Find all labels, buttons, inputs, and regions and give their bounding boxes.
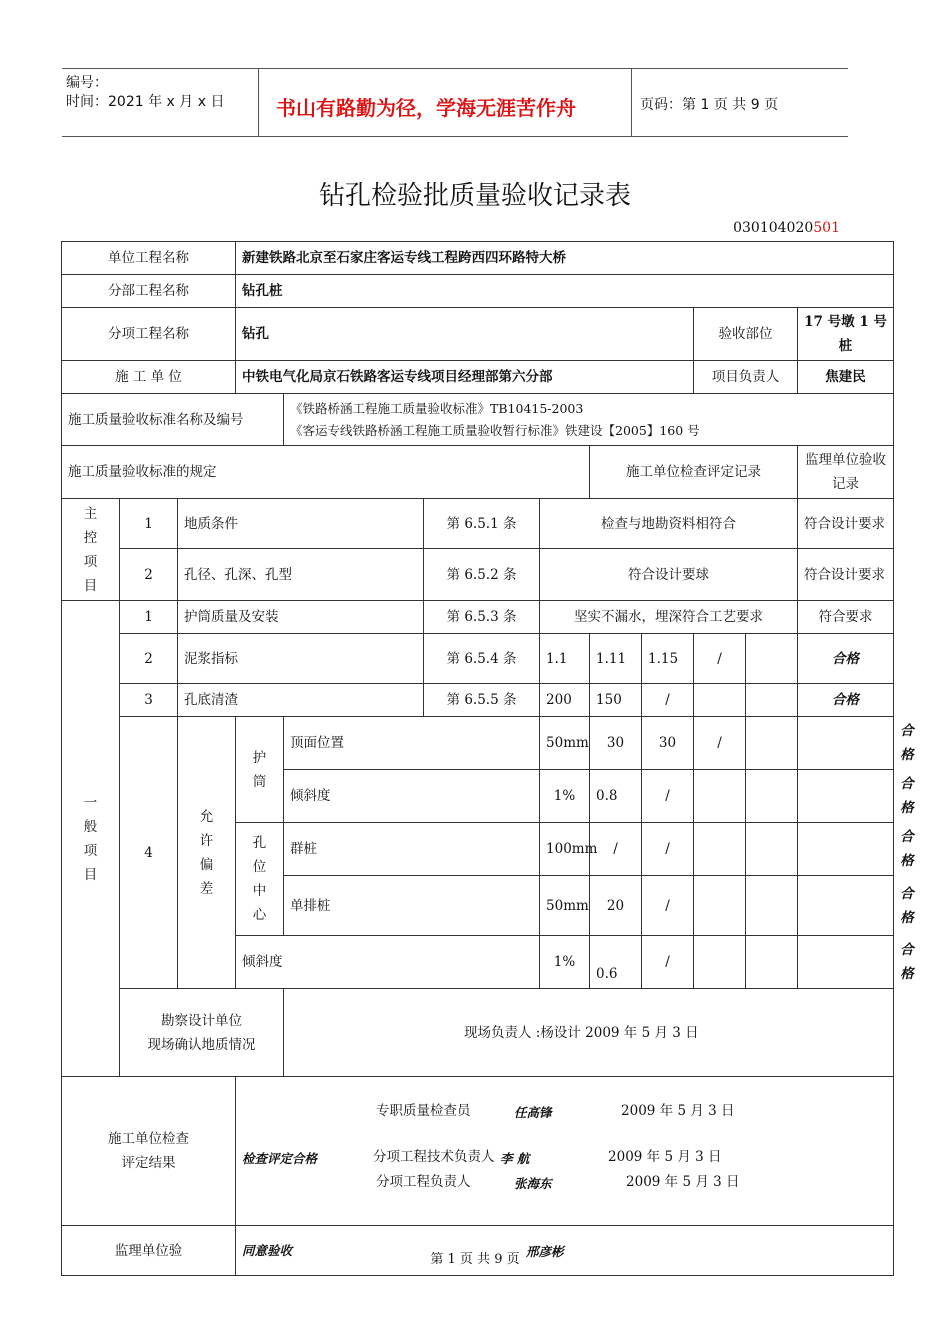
standard-line-1: 《铁路桥涵工程施工质量验收标准》TB10415-2003 — [290, 400, 584, 416]
project-manager-value: 焦建民 — [798, 361, 894, 394]
general-item-name: 泥浆指标 — [178, 634, 424, 684]
sub-project-value: 钻孔桩 — [236, 275, 894, 308]
slurry-value-3: 1.15 — [642, 634, 694, 684]
general-item-no: 2 — [120, 634, 178, 684]
tolerance-row-limit: 1% — [540, 770, 590, 823]
main-item-result: 符合设计要求 — [798, 549, 894, 601]
general-item-clause: 第 6.5.4 条 — [424, 634, 540, 684]
sediment-value-2: 150 — [590, 684, 642, 717]
tolerance-row-name: 顶面位置 — [284, 717, 540, 770]
general-item-no: 3 — [120, 684, 178, 717]
header-motto: 书山有路勤为径，学海无涯苦作舟 — [276, 96, 576, 120]
tolerance-row-v2: / — [642, 876, 694, 936]
sediment-value-1: 200 — [540, 684, 590, 717]
slurry-value-2: 1.11 — [590, 634, 642, 684]
accept-part-value: 17 号墩 1 号桩 — [798, 308, 894, 361]
main-item-clause: 第 6.5.1 条 — [424, 499, 540, 549]
main-item-check: 符合设计要球 — [540, 549, 798, 601]
tolerance-row-v1: 0.6 — [590, 936, 642, 989]
survey-content: 现场负责人 :杨设计 2009 年 5 月 3 日 — [284, 989, 894, 1077]
header-divider-1 — [258, 68, 259, 136]
unit-project-label: 单位工程名称 — [62, 242, 236, 275]
slurry-value-4: / — [694, 634, 746, 684]
general-item-clause: 第 6.5.3 条 — [424, 601, 540, 634]
tolerance-row-v2: / — [642, 936, 694, 989]
acceptance-table: 单位工程名称 新建铁路北京至石家庄客运专线工程跨西四环路特大桥 分部工程名称 钻孔桩 分项工程名称 钻孔 验收部位 17 号墩 1 号桩 施 工 单 位 中铁电气化局京石铁路客运专线项目经理部第六分部 项目负责人 焦建民 施工质量验收标准名称及编号 《铁路桥涵工程施工质量验收标准》TB10415-2003 《客运专线铁路桥涵工程施工质量验收暂行标准》铁建设【2005】160 号 施工质量验收标准的规定 施工单位检查评定记录 监理单位验收记录 主 控 项 目 1 地质条件 第 6.5.1 条 检查与地勘资料相符合 符合设计要求 2 孔径、孔深、孔型 第 6.5.2 条 符合设计要球 符合设计要求 一 般 项 目 1 护筒质量及安装 第 6.5.3 条 坚实不漏水，埋深符合工艺要求 符合要求 2 泥浆指标 第 6.5.4 条 1.1 1.11 1.15 / 合格 3 孔底清渣 第 6.5.5 条 200 150 / 合格 4 允 许 偏 差 护 筒 顶面位置 50mm 30 30 / 合格 倾斜度 1% 0.8 / 合格 孔 位 中 心 群桩 100mm / / 合格 单排桩 50mm 20 / 合格 倾斜度 1% 0.6 / 合格 勘察设计单位 现场确认地质情况 现场负责人 :杨设计 2009 年 5 月 3 日 施工单位检查 评定结果 专职质量检查员 任高锋 2009 年 5 月 3 日 检查评定合格 分项工程技术负责人 李 航 2009 年 5 月 3 日 分项工程负责人 张海东 2009 年 5 月 3 日 监理单位验 同意验收 邢彦彬 — [61, 241, 894, 1276]
item-lead-sign: 张海东 — [514, 1176, 552, 1191]
main-item-check: 检查与地勘资料相符合 — [540, 499, 798, 549]
header-time-label: 时间：2021 年 x 月 x 日 — [66, 94, 225, 110]
section-rule-header: 施工质量验收标准的规定 — [62, 446, 590, 499]
sub-project-label: 分部工程名称 — [62, 275, 236, 308]
tolerance-row-v1: 30 — [590, 717, 642, 770]
main-item-clause: 第 6.5.2 条 — [424, 549, 540, 601]
general-item-no: 1 — [120, 601, 178, 634]
general-item-result: 合格 — [798, 684, 894, 717]
header-bottom-line — [62, 136, 848, 137]
main-item-result: 符合设计要求 — [798, 499, 894, 549]
tolerance-row-name: 倾斜度 — [284, 770, 540, 823]
general-item-name: 孔底清渣 — [178, 684, 424, 717]
general-item-no: 4 — [120, 717, 178, 989]
construction-unit-label: 施 工 单 位 — [62, 361, 236, 394]
tolerance-row-v2: / — [642, 823, 694, 876]
supervision-label: 监理单位验 — [62, 1226, 236, 1276]
header-number-label: 编号： — [66, 75, 108, 91]
general-item-clause: 第 6.5.5 条 — [424, 684, 540, 717]
header-page-info: 页码：第 1 页 共 9 页 — [640, 97, 779, 113]
general-item-check: 坚实不漏水，埋深符合工艺要求 — [540, 601, 798, 634]
tech-lead-date: 2009 年 5 月 3 日 — [608, 1149, 722, 1165]
tech-lead-title: 分项工程技术负责人 — [373, 1149, 495, 1165]
page-footer: 第 1 页 共 9 页 — [430, 1252, 520, 1267]
standard-label: 施工质量验收标准名称及编号 — [62, 394, 284, 446]
item-lead-date: 2009 年 5 月 3 日 — [626, 1174, 740, 1190]
tolerance-row-limit: 100mm — [540, 823, 590, 876]
sediment-value-3: / — [642, 684, 694, 717]
tolerance-row-limit: 50mm — [540, 717, 590, 770]
standard-line-2: 《客运专线铁路桥涵工程施工质量验收暂行标准》铁建设【2005】160 号 — [290, 422, 700, 438]
quality-inspector-sign: 任高锋 — [514, 1105, 552, 1120]
doc-code — [733, 220, 840, 236]
construct-conclusion: 检查评定合格 — [242, 1151, 318, 1166]
tolerance-row-v3: / — [694, 717, 746, 770]
supervision-sign: 邢彦彬 — [526, 1244, 564, 1259]
item-project-value: 钻孔 — [236, 308, 694, 361]
tolerance-row-name: 单排桩 — [284, 876, 540, 936]
main-item-name: 地质条件 — [178, 499, 424, 549]
supervision-conclusion: 同意验收 — [242, 1242, 293, 1258]
tolerance-row-v2: / — [642, 770, 694, 823]
tolerance-row-limit: 1% — [540, 936, 590, 989]
doc-code-prefix: 030104020 — [733, 220, 814, 236]
tolerance-row-v1: 20 — [590, 876, 642, 936]
slurry-value-1: 1.1 — [540, 634, 590, 684]
general-item-name: 护筒质量及安装 — [178, 601, 424, 634]
tech-lead-sign: 李 航 — [500, 1151, 530, 1166]
project-manager-label: 项目负责人 — [694, 361, 798, 394]
tolerance-group-label: 允 许 偏 差 — [178, 717, 236, 989]
main-item-no: 1 — [120, 499, 178, 549]
general-item-result: 符合要求 — [798, 601, 894, 634]
unit-project-value: 新建铁路北京至石家庄客运专线工程跨西四环路特大桥 — [236, 242, 894, 275]
section-supervise-header: 监理单位验收记录 — [798, 446, 894, 499]
tolerance-row-v2: 30 — [642, 717, 694, 770]
construction-unit-value: 中铁电气化局京石铁路客运专线项目经理部第六分部 — [236, 361, 694, 394]
construct-check-label-1: 施工单位检查 — [108, 1131, 189, 1147]
hole-center-label: 孔 位 中 心 — [236, 823, 284, 936]
survey-label-2: 现场确认地质情况 — [147, 1036, 256, 1053]
construct-check-label-2: 评定结果 — [121, 1155, 176, 1171]
doc-code-suffix: 501 — [813, 220, 840, 236]
item-project-label: 分项工程名称 — [62, 308, 236, 361]
tolerance-row-v1: / — [590, 823, 642, 876]
header-top-line — [62, 68, 848, 69]
tolerance-row-v1: 0.8 — [590, 770, 642, 823]
general-label: 一 般 项 目 — [62, 601, 120, 1077]
doc-title: 钻孔检验批质量验收记录表 — [318, 181, 631, 211]
tolerance-row-name: 倾斜度 — [236, 936, 540, 989]
section-check-header: 施工单位检查评定记录 — [590, 446, 798, 499]
casing-label: 护 筒 — [236, 717, 284, 823]
survey-label-1: 勘察设计单位 — [161, 1012, 242, 1029]
tolerance-row-limit: 50mm — [540, 876, 590, 936]
tolerance-row-name: 群桩 — [284, 823, 540, 876]
main-item-name: 孔径、孔深、孔型 — [178, 549, 424, 601]
main-item-no: 2 — [120, 549, 178, 601]
quality-inspector-title: 专职质量检查员 — [376, 1103, 471, 1119]
quality-inspector-date: 2009 年 5 月 3 日 — [621, 1103, 735, 1119]
accept-part-label: 验收部位 — [694, 308, 798, 361]
main-control-label: 主 控 项 目 — [62, 499, 120, 601]
header-divider-2 — [631, 68, 632, 136]
item-lead-title: 分项工程负责人 — [376, 1174, 471, 1190]
general-item-result: 合格 — [798, 634, 894, 684]
